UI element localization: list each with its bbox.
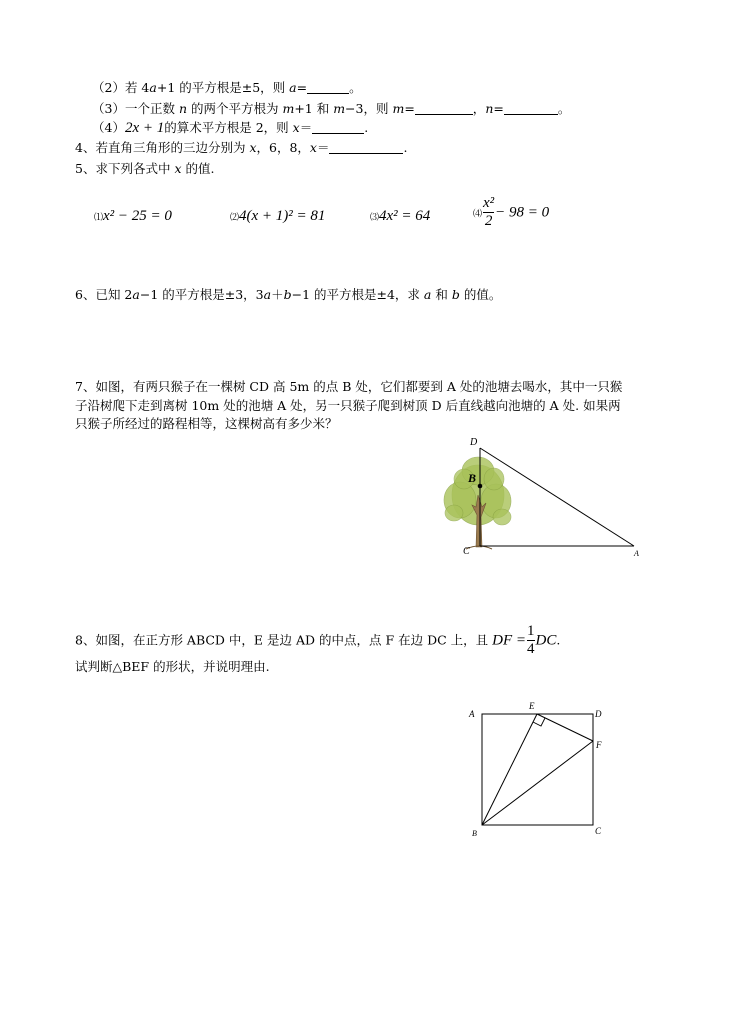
- q3-part2: （2）若 4a+1 的平方根是±5，则 a= 。: [92, 80, 362, 95]
- label-a: A: [469, 709, 475, 719]
- answer-blank[interactable]: [415, 102, 473, 115]
- answer-blank[interactable]: [504, 102, 558, 115]
- part-label: （3）: [92, 101, 125, 116]
- fraction-one-quarter: $\frac{1}{4}$: [527, 623, 535, 657]
- question-7-line-1: 7、如图，有两只猴子在一棵树 CD 高 5m 的点 B 处，它们都要到 A 处的池塘去喝水，其中一只猴: [75, 379, 623, 394]
- label-a: A: [634, 549, 639, 558]
- label-d: D: [470, 437, 478, 448]
- question-7-line-3: 只猴子所经过的路程相等，这棵树高有多少米？: [75, 416, 338, 431]
- question-6: 6、已知 2a−1 的平方根是±3，3a＋b−1 的平方根是±4，求 a 和 b 的值。: [75, 287, 502, 302]
- q3-part4: （4）2x + 1的算术平方根是 2，则 x＝ .: [92, 120, 369, 136]
- question-8-line-1: 8、如图，在正方形 ABCD 中，E 是边 AD 的中点，点 F 在边 DC 上，且 DF = $\frac{1}{4}$ DC.: [75, 623, 561, 657]
- square-figure: [462, 698, 612, 843]
- question-number: 6、: [75, 287, 96, 302]
- fraction: $\frac{\text{x²}}{2}$: [483, 195, 495, 229]
- question-7-line-2: 子沿树爬下走到离树 10m 处的池塘 A 处，另一只猴子爬到树顶 D 后直线越向池塘的 A 处. 如果两: [75, 398, 621, 413]
- question-4: 4、若直角三角形的三边分别为 x，6，8，x＝ .: [75, 140, 408, 155]
- part-label: （2）: [92, 80, 125, 95]
- tree-triangle-figure: [430, 435, 655, 565]
- question-5: 5、求下列各式中 x 的值.: [75, 161, 215, 176]
- q5-equation-1: ⑴x² − 25 = 0: [94, 208, 172, 224]
- label-b: B: [468, 471, 477, 485]
- question-number: 7、: [75, 379, 96, 394]
- question-8-line-2: 试判断△BEF 的形状，并说明理由.: [75, 659, 270, 674]
- label-d: D: [595, 709, 602, 719]
- q5-equation-2: ⑵4(x + 1)² = 81: [230, 208, 326, 224]
- label-c: C: [463, 546, 470, 557]
- label-e: E: [529, 701, 535, 711]
- question-number: 4、: [75, 140, 96, 155]
- segment-be: [482, 714, 537, 825]
- segment-ef: [537, 714, 593, 741]
- question-number: 5、: [75, 161, 96, 176]
- segment-bf: [482, 741, 593, 825]
- q5-equation-3: ⑶4x² = 64: [370, 208, 431, 224]
- label-f: F: [596, 740, 602, 750]
- q3-part3: （3）一个正数 n 的两个平方根为 m+1 和 m−3，则 m= ，n= 。: [92, 101, 571, 116]
- square-abcd: [482, 714, 593, 825]
- answer-blank[interactable]: [329, 141, 403, 154]
- label-b: B: [472, 829, 477, 838]
- answer-blank[interactable]: [312, 121, 364, 134]
- point-b: [478, 484, 483, 489]
- answer-blank[interactable]: [307, 81, 349, 94]
- question-number: 8、: [75, 632, 96, 648]
- q5-equation-4: ⑷ $\frac{\text{x²}}{2}$ − 98 = 0: [473, 195, 550, 229]
- label-c: C: [595, 826, 602, 836]
- part-label: （4）: [92, 120, 125, 135]
